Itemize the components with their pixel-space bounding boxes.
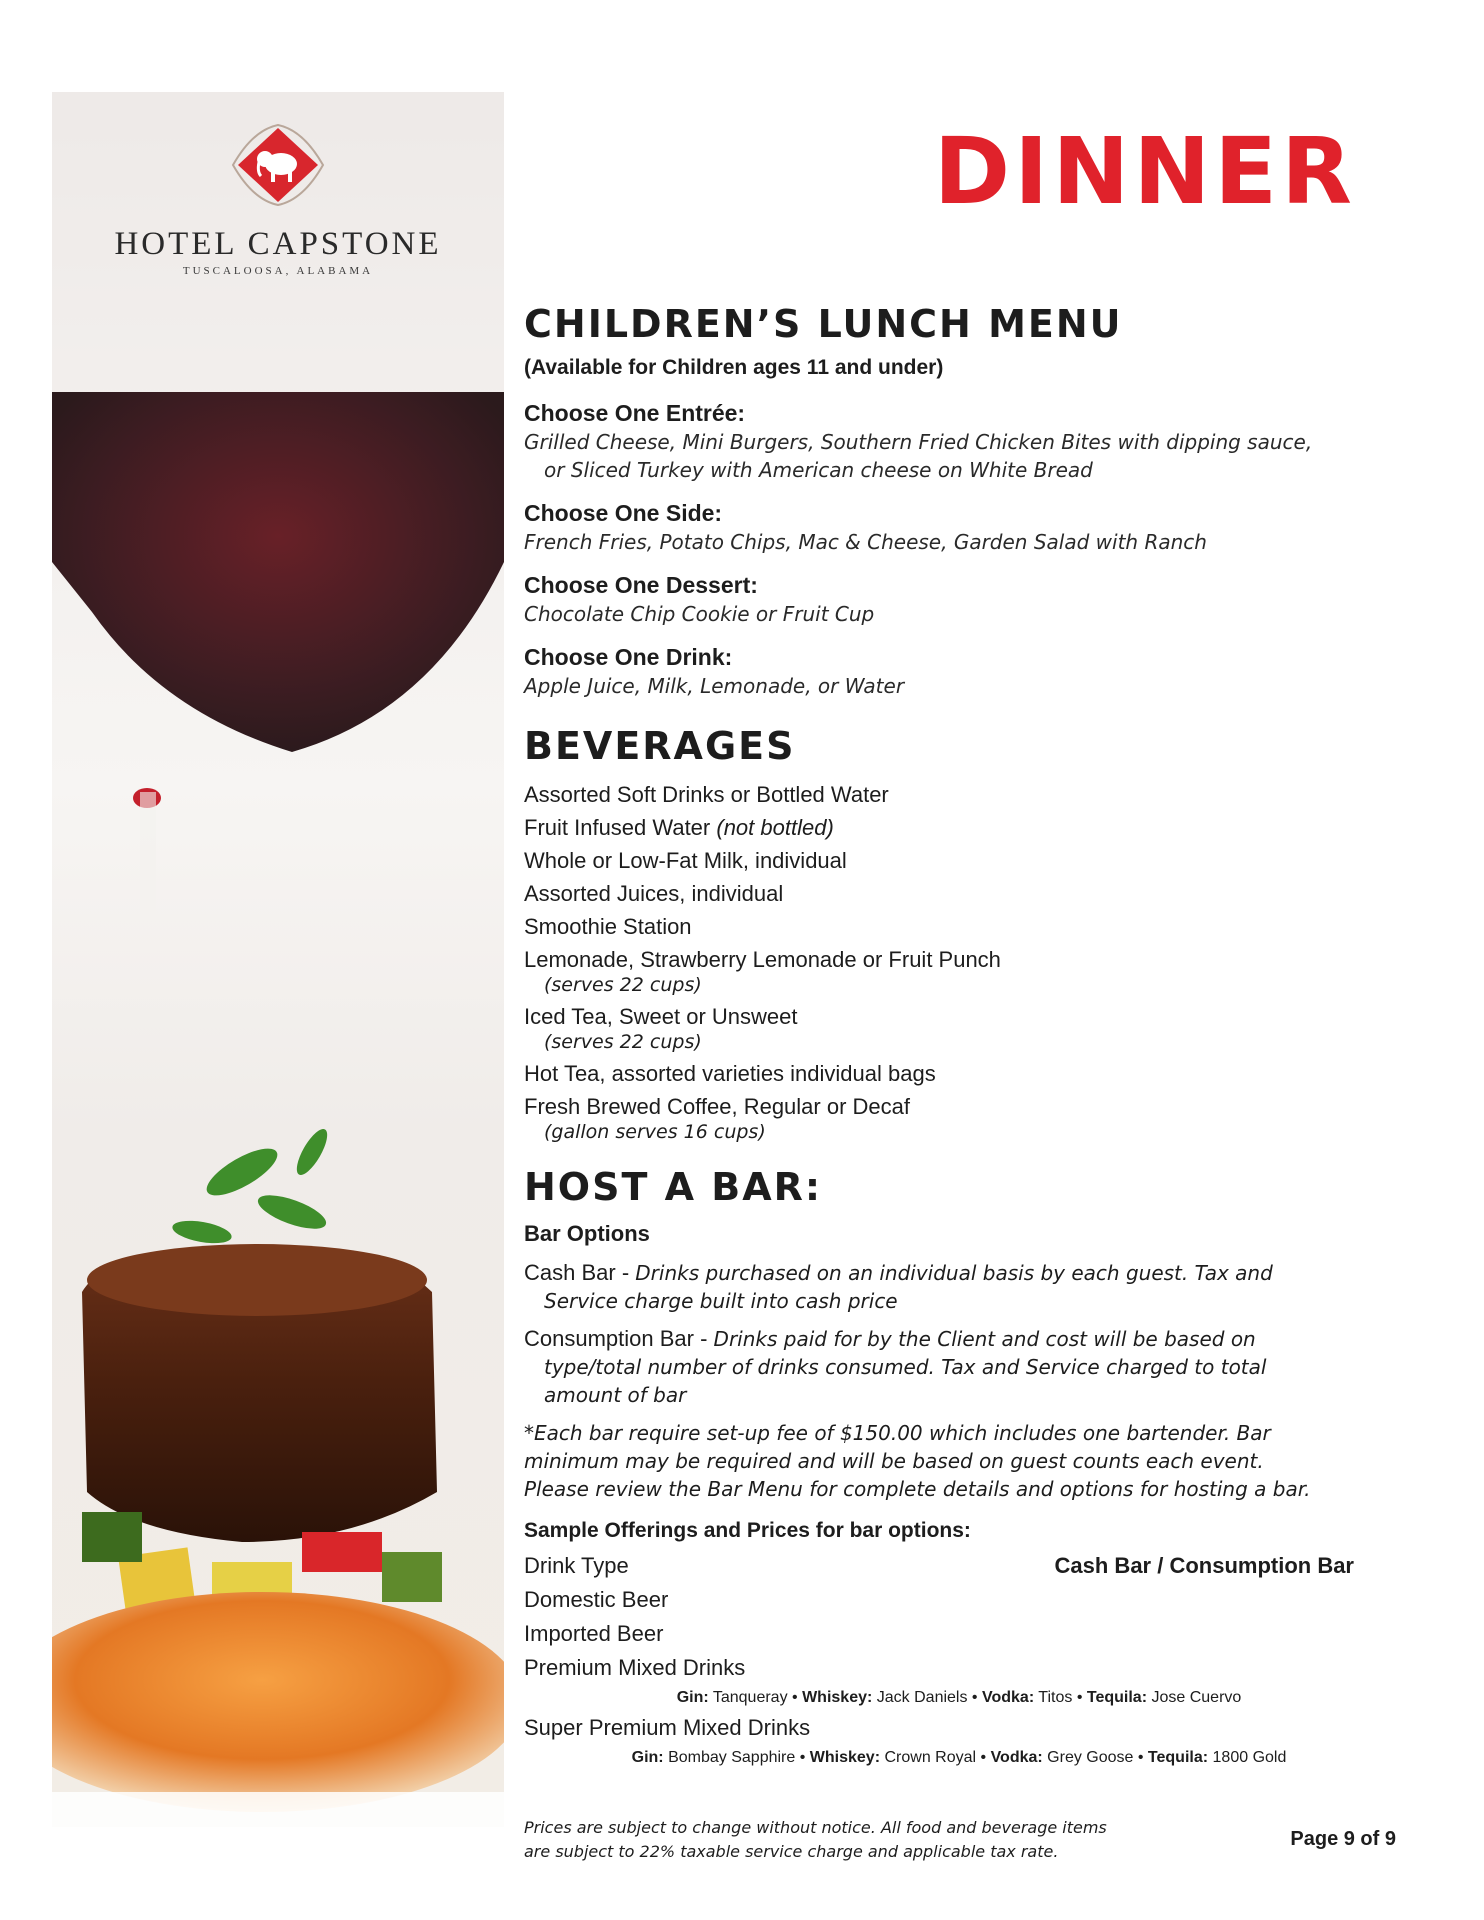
drink-table-header [524,1549,1354,1583]
bar-option [524,1325,1354,1409]
drink-name: Premium Mixed Drinks [524,1655,746,1680]
menu-content [524,300,1354,1771]
brand-spirit: Gin: [676,1689,709,1706]
drink-row [524,1583,1354,1617]
brand-spirit: Vodka: [981,1689,1035,1706]
group-line: Grilled Cheese, Mini Burgers, Southern Fried Chicken Bites with dipping sauce, [524,430,1313,454]
brand-spirit: Whiskey: [802,1689,873,1706]
brand-separator: • [1133,1749,1148,1766]
drink-name: Domestic Beer [524,1587,669,1612]
hotel-logo [52,110,504,277]
sample-offerings-title: Sample Offerings and Prices for bar options: [524,1519,971,1542]
group-line: Chocolate Chip Cookie or Fruit Cup [524,602,875,626]
drink-type-header: Drink Type [524,1553,629,1578]
brand-separator: • [795,1749,810,1766]
drink-name: Super Premium Mixed Drinks [524,1715,811,1740]
disclaimer-line: are subject to 22% taxable service charge and applicable tax rate. [524,1842,1059,1861]
bar-note-line: minimum may be required and will be based on guest counts each event. [524,1449,1264,1473]
brand-name: Bombay Sapphire [663,1749,796,1766]
brand-spirit: Vodka: [990,1749,1043,1766]
bar-option-text: type/total number of drinks consumed. Tax and Service charged to total [544,1355,1267,1379]
drink-row [524,1711,1354,1745]
beverage-label: Assorted Juices, individual [524,881,784,906]
dessert-group [524,570,1354,628]
drink-row [524,1651,1354,1685]
bar-option-text: amount of bar [544,1383,687,1407]
hotel-location: TUSCALOOSA, ALABAMA [182,265,374,277]
beverage-label: Whole or Low-Fat Milk, individual [524,848,847,873]
beverage-serving-note: (serves 22 cups) [544,974,702,996]
beverage-item [524,844,1354,877]
beverage-item [524,811,1354,844]
beverage-label: Hot Tea, assorted varieties individual bags [524,1061,936,1086]
bar-setup-note [524,1419,1354,1503]
brand-separator: • [1072,1689,1087,1706]
brand-spirit: Tequila: [1147,1749,1209,1766]
bar-heading: HOST A BAR: [524,1165,823,1209]
brand-name: Crown Royal [880,1749,977,1766]
brand-spirit: Whiskey: [809,1749,881,1766]
group-title: Choose One Entrée: [524,400,746,426]
page-title: DINNER [933,118,1356,225]
group-line: or Sliced Turkey with American cheese on White Bread [544,458,1093,482]
children-menu-heading: CHILDREN’S LUNCH MENU [524,302,1123,346]
bar-note-line: *Each bar require set-up fee of $150.00 which includes one bartender. Bar [524,1421,1271,1445]
bar-option-label: Cash Bar [524,1260,616,1285]
brand-separator: • [976,1749,991,1766]
drink-row [524,1617,1354,1651]
price-header: Cash Bar / Consumption Bar [1054,1553,1354,1578]
hotel-name: HOTEL CAPSTONE [114,226,442,262]
beverage-label: Fruit Infused Water [524,815,717,840]
beverage-item [524,910,1354,943]
beverage-item [524,943,1354,998]
elephant-emblem-icon [213,110,343,220]
brand-name: Jack Daniels [872,1689,968,1706]
beverages-section [524,722,1354,1145]
group-title: Choose One Dessert: [524,572,758,598]
bar-option-text: Drinks paid for by the Client and cost will be based on [713,1327,1256,1351]
page-number: Page 9 of 9 [1290,1828,1396,1850]
bar-section [524,1163,1354,1771]
beverage-item [524,1090,1354,1145]
group-line: French Fries, Potato Chips, Mac & Cheese, Garden Salad with Ranch [524,530,1207,554]
beverage-label: Fresh Brewed Coffee, Regular or Decaf [524,1094,910,1119]
disclaimer-line: Prices are subject to change without notice. All food and beverage items [524,1818,1107,1837]
brand-separator: • [967,1689,982,1706]
group-title: Choose One Drink: [524,644,733,670]
children-menu-subheading: (Available for Children ages 11 and under) [524,356,944,379]
beverages-heading: BEVERAGES [524,724,796,768]
brand-name: 1800 Gold [1208,1749,1287,1766]
drink-name: Imported Beer [524,1621,664,1646]
beverage-inline-note: (not bottled) [716,815,834,840]
super-premium-brands [524,1745,1354,1771]
bar-options-title: Bar Options [524,1221,650,1246]
beverage-item [524,778,1354,811]
brand-separator: • [787,1689,803,1706]
beverage-label: Smoothie Station [524,914,692,939]
bar-option [524,1259,1354,1315]
beverage-serving-note: (serves 22 cups) [544,1031,702,1053]
group-line: Apple Juice, Milk, Lemonade, or Water [524,674,905,698]
group-title: Choose One Side: [524,500,723,526]
brand-spirit: Gin: [631,1749,664,1766]
beverage-serving-note: (gallon serves 16 cups) [544,1121,766,1143]
brand-name: Tanqueray [708,1689,788,1706]
beverage-item [524,1057,1354,1090]
steak-and-wine-illustration [52,92,504,1827]
bar-option-separator: - [615,1260,636,1285]
pricing-disclaimer [524,1816,1164,1864]
premium-brands [524,1685,1354,1711]
bar-options [524,1259,1354,1409]
beverage-label: Assorted Soft Drinks or Bottled Water [524,782,889,807]
food-photo [52,92,504,1827]
bar-option-label: Consumption Bar [524,1326,694,1351]
beverage-item [524,877,1354,910]
brand-name: Titos [1034,1689,1073,1706]
side-group [524,498,1354,556]
drink-group [524,642,1354,700]
brand-spirit: Tequila: [1086,1689,1148,1706]
beverage-label: Iced Tea, Sweet or Unsweet [524,1004,798,1029]
beverage-label: Lemonade, Strawberry Lemonade or Fruit Punch [524,947,1001,972]
bar-option-text: Drinks purchased on an individual basis by each guest. Tax and [635,1261,1273,1285]
beverage-item [524,1000,1354,1055]
brand-name: Grey Goose [1042,1749,1134,1766]
bar-option-text: Service charge built into cash price [544,1289,898,1313]
entree-group [524,398,1354,484]
children-menu-section [524,300,1354,700]
beverage-list [524,778,1354,1145]
brand-name: Jose Cuervo [1147,1689,1242,1706]
bar-note-line: Please review the Bar Menu for complete details and options for hosting a bar. [524,1477,1311,1501]
bar-option-separator: - [693,1326,714,1351]
